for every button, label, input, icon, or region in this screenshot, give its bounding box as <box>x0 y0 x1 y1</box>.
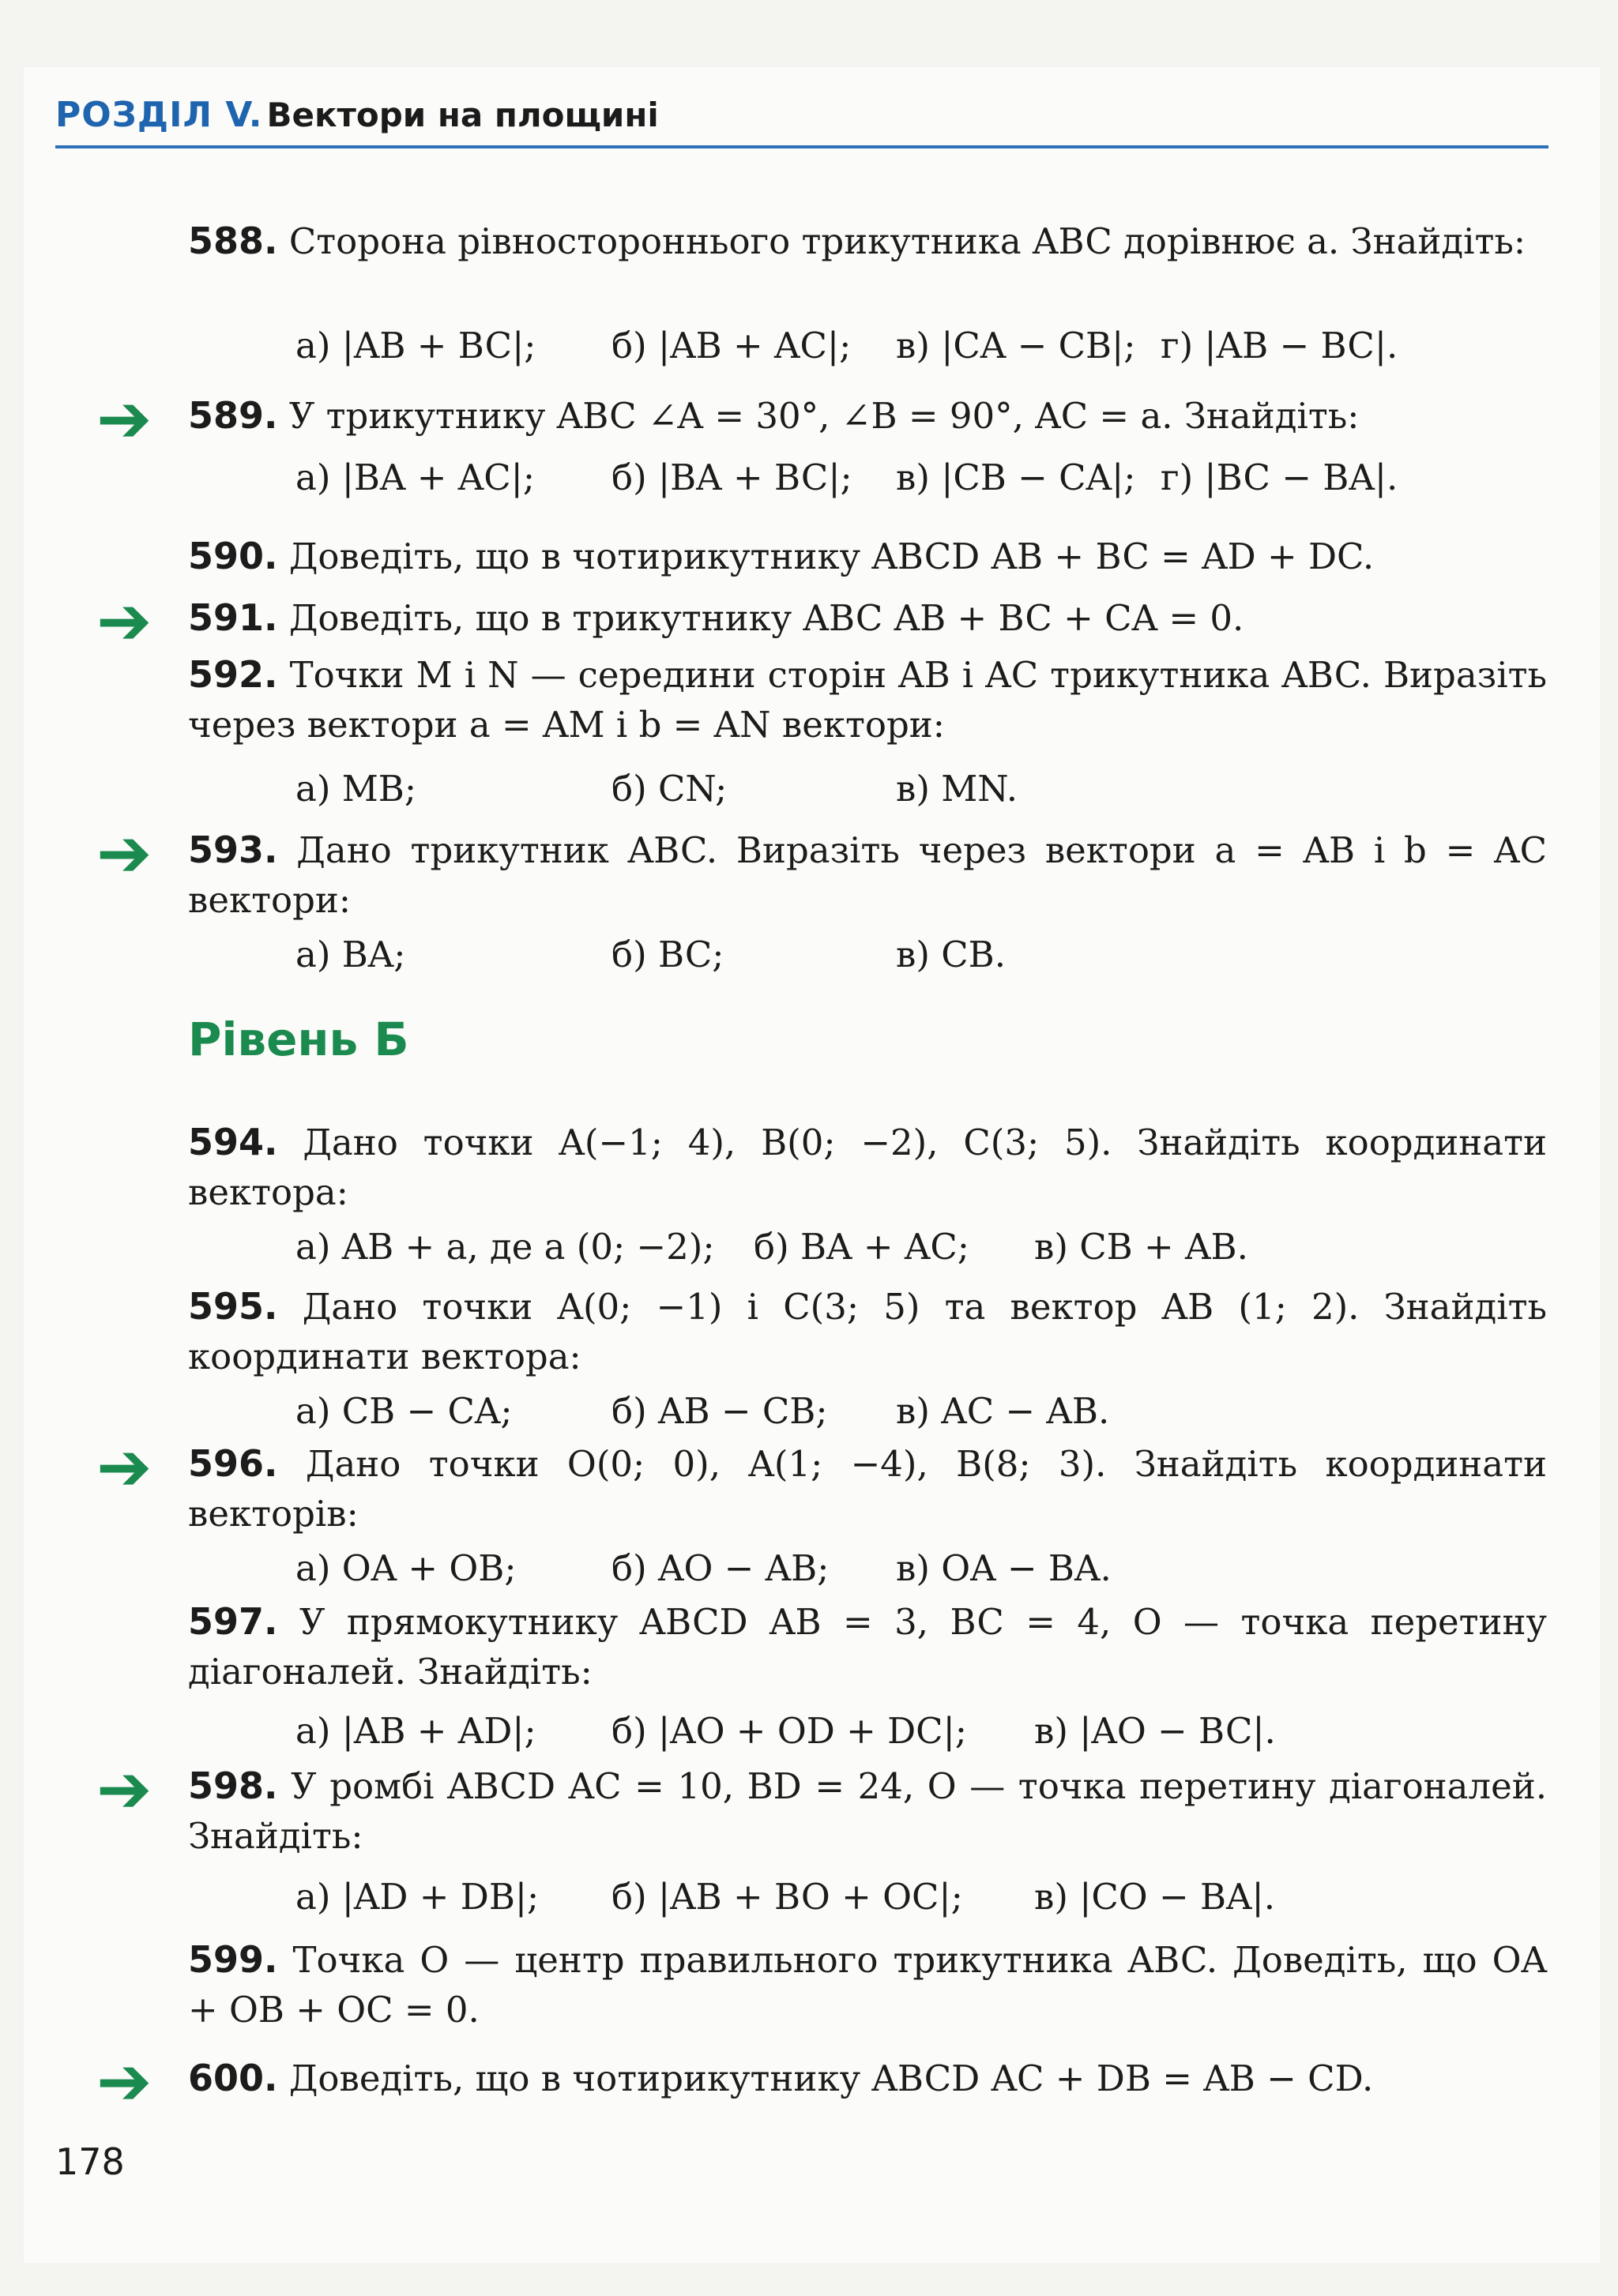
problem-596 <box>188 1439 1547 1539</box>
problem-number: 600. <box>188 2057 278 2099</box>
problem-number: 590. <box>188 535 278 577</box>
problem-number: 593. <box>188 829 278 871</box>
item-c: в) CB + AB. <box>1034 1226 1248 1268</box>
problem-text: У трикутнику ABC ∠A = 30°, ∠B = 90°, AC = a. Знайдіть: <box>288 395 1360 437</box>
problem-590 <box>188 532 1547 581</box>
item-b: б) BA + AC; <box>754 1226 969 1268</box>
problem-600 <box>188 2054 1547 2103</box>
problem-number: 589. <box>188 394 278 437</box>
item-a: а) |AD + DB|; <box>295 1876 540 1918</box>
problem-588 <box>188 216 1547 266</box>
item-c: в) MN. <box>896 768 1018 810</box>
item-a: а) OA + OB; <box>295 1547 517 1589</box>
arrow-icon: ➔ <box>96 380 152 457</box>
item-a: а) CB − CA; <box>295 1390 513 1432</box>
problem-number: 591. <box>188 596 278 639</box>
problem-text: Дано точки A(0; −1) і C(3; 5) та вектор AB (1; 2). Знайдіть координати вектора: <box>188 1286 1547 1377</box>
problem-599 <box>188 1935 1547 2035</box>
item-b: б) CN; <box>611 768 728 810</box>
item-b: б) |AB + BO + OC|; <box>611 1876 963 1918</box>
item-b: б) |AO + OD + DC|; <box>611 1710 967 1752</box>
problem-text: У прямокутнику ABCD AB = 3, BC = 4, O — точка перетину діагоналей. Знайдіть: <box>188 1601 1547 1693</box>
problem-number: 597. <box>188 1600 278 1643</box>
problem-text: Точки M і N — середини сторін AB і AC трикутника ABC. Виразіть через вектори a = AM і b = AN вектори: <box>188 654 1547 746</box>
item-b: б) |BA + BC|; <box>611 457 852 498</box>
problem-text: Доведіть, що в трикутнику ABC AB + BC + CA = 0. <box>288 597 1244 639</box>
item-b: б) AB − CB; <box>611 1390 828 1432</box>
problem-number: 595. <box>188 1285 278 1328</box>
problem-597 <box>188 1597 1547 1697</box>
arrow-icon: ➔ <box>96 814 152 892</box>
item-a: а) |AB + AD|; <box>295 1710 536 1752</box>
problem-number: 598. <box>188 1764 278 1807</box>
section-label: РОЗДІЛ V. <box>55 95 263 135</box>
arrow-icon: ➔ <box>96 2042 152 2120</box>
item-c: в) AC − AB. <box>896 1390 1110 1432</box>
problem-591 <box>188 593 1547 643</box>
item-a: а) BA; <box>295 934 406 975</box>
item-b: б) BC; <box>611 934 724 975</box>
problem-589 <box>188 391 1547 441</box>
item-a: а) MB; <box>295 768 416 810</box>
problem-text: Точка O — центр правильного трикутника ABC. Доведіть, що OA + OB + OC = 0. <box>188 1939 1547 2031</box>
item-c: в) |CO − BA|. <box>1034 1876 1276 1918</box>
page-number: 178 <box>55 2140 125 2183</box>
item-d: г) |BC − BA|. <box>1161 457 1398 498</box>
item-a: а) |BA + AC|; <box>295 457 535 498</box>
problem-592 <box>188 650 1547 750</box>
item-c: в) |AO − BC|. <box>1034 1710 1276 1752</box>
problem-text: Дано точки A(−1; 4), B(0; −2), C(3; 5). Знайдіть координати вектора: <box>188 1122 1547 1213</box>
arrow-icon: ➔ <box>96 1750 152 1828</box>
problem-593 <box>188 825 1547 925</box>
problem-text: Дано трикутник ABC. Виразіть через вектори a = AB і b = AC вектори: <box>188 829 1547 921</box>
item-c: в) OA − BA. <box>896 1547 1112 1589</box>
item-b: б) |AB + AC|; <box>611 325 852 366</box>
problem-text: Дано точки O(0; 0), A(1; −4), B(8; 3). Знайдіть координати векторів: <box>188 1443 1547 1535</box>
problem-text: Доведіть, що в чотирикутнику ABCD AC + DB = AB − CD. <box>288 2057 1374 2099</box>
problem-text: Доведіть, що в чотирикутнику ABCD AB + BC = AD + DC. <box>288 535 1375 577</box>
problem-text: У ромбі ABCD AC = 10, BD = 24, O — точка перетину діагоналей. Знайдіть: <box>188 1765 1547 1857</box>
problem-594 <box>188 1118 1547 1217</box>
section-header <box>55 95 1548 148</box>
problem-text: Сторона рівностороннього трикутника ABC дорівнює a. Знайдіть: <box>288 220 1526 262</box>
arrow-icon: ➔ <box>96 582 152 659</box>
item-c: в) |CB − CA|; <box>896 457 1136 498</box>
problem-number: 592. <box>188 653 278 696</box>
item-c: в) |CA − CB|; <box>896 325 1136 366</box>
problem-595 <box>188 1282 1547 1381</box>
section-title: Вектори на площині <box>266 96 659 134</box>
problem-number: 599. <box>188 1938 278 1981</box>
item-a: а) AB + a, де a (0; −2); <box>295 1226 715 1268</box>
problem-number: 594. <box>188 1121 278 1163</box>
problem-number: 588. <box>188 220 278 262</box>
level-title: Рівень Б <box>188 1013 409 1066</box>
item-a: а) |AB + BC|; <box>295 325 536 366</box>
arrow-icon: ➔ <box>96 1428 152 1505</box>
problem-number: 596. <box>188 1442 278 1485</box>
item-b: б) AO − AB; <box>611 1547 830 1589</box>
item-d: г) |AB − BC|. <box>1161 325 1398 366</box>
problem-598 <box>188 1761 1547 1861</box>
item-c: в) CB. <box>896 934 1006 975</box>
